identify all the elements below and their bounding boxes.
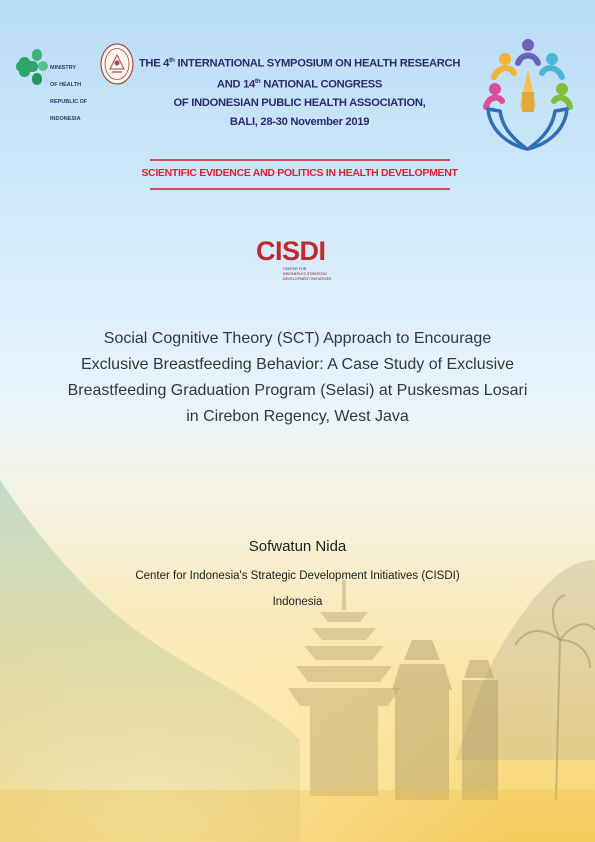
title-line: Breastfeeding Graduation Program (Selasi) at Puskesmas Losari: [67, 382, 528, 399]
conference-text: NATIONAL CONGRESS: [260, 78, 383, 91]
ministry-name: [50, 55, 87, 133]
author-affiliation: Center for Indonesia's Strategic Development Initiatives (CISDI): [135, 570, 460, 582]
ministry-line: MINISTRY: [50, 65, 77, 72]
ministry-emblem-icon: [16, 47, 50, 87]
cisdi-logo: [248, 237, 348, 293]
cisdi-wordmark: CISDI: [256, 236, 326, 266]
conference-text: INTERNATIONAL SYMPOSIUM ON HEALTH RESEARCH: [174, 57, 461, 70]
conference-line-3: OF INDONESIAN PUBLIC HEALTH ASSOCIATION,: [173, 97, 426, 110]
cisdi-sub-line: CENTER FOR: [283, 267, 307, 271]
conference-heading: [137, 52, 462, 131]
author-country: Indonesia: [272, 596, 323, 608]
theme-divider-top: [150, 159, 450, 161]
conference-line-1: [137, 52, 462, 73]
conference-text: AND 14: [216, 78, 255, 91]
ordinal-suffix: th: [169, 57, 175, 64]
ordinal-suffix: th: [254, 78, 261, 86]
cisdi-subtitle: [283, 267, 331, 281]
ipha-congress-logo: [480, 37, 575, 157]
title-line: in Cirebon Regency, West Java: [186, 408, 409, 425]
cisdi-sub-line: INDONESIA'S STRATEGIC: [283, 271, 328, 276]
title-line: Social Cognitive Theory (SCT) Approach to Encourage: [103, 330, 492, 347]
author-name: Sofwatun Nida: [248, 538, 347, 555]
ministry-line: REPUBLIC OF: [50, 98, 88, 105]
ministry-of-health-logo: [16, 47, 96, 122]
paper-title: [40, 326, 555, 430]
conference-text: THE 4: [138, 57, 170, 70]
ministry-line: OF HEALTH: [50, 81, 82, 88]
title-line: Exclusive Breastfeeding Behavior: A Case Study of Exclusive: [80, 356, 515, 373]
cisdi-sub-line: DEVELOPMENT INITIATIVES: [283, 276, 332, 281]
university-seal-logo: [100, 43, 134, 85]
ministry-line: INDONESIA: [50, 115, 81, 122]
conference-theme: SCIENTIFIC EVIDENCE AND POLITICS IN HEALTH DEVELOPMENT: [141, 167, 458, 179]
conference-line-2: [137, 73, 462, 94]
theme-divider-bottom: [150, 188, 450, 190]
conference-dates: BALI, 28-30 November 2019: [229, 115, 370, 128]
